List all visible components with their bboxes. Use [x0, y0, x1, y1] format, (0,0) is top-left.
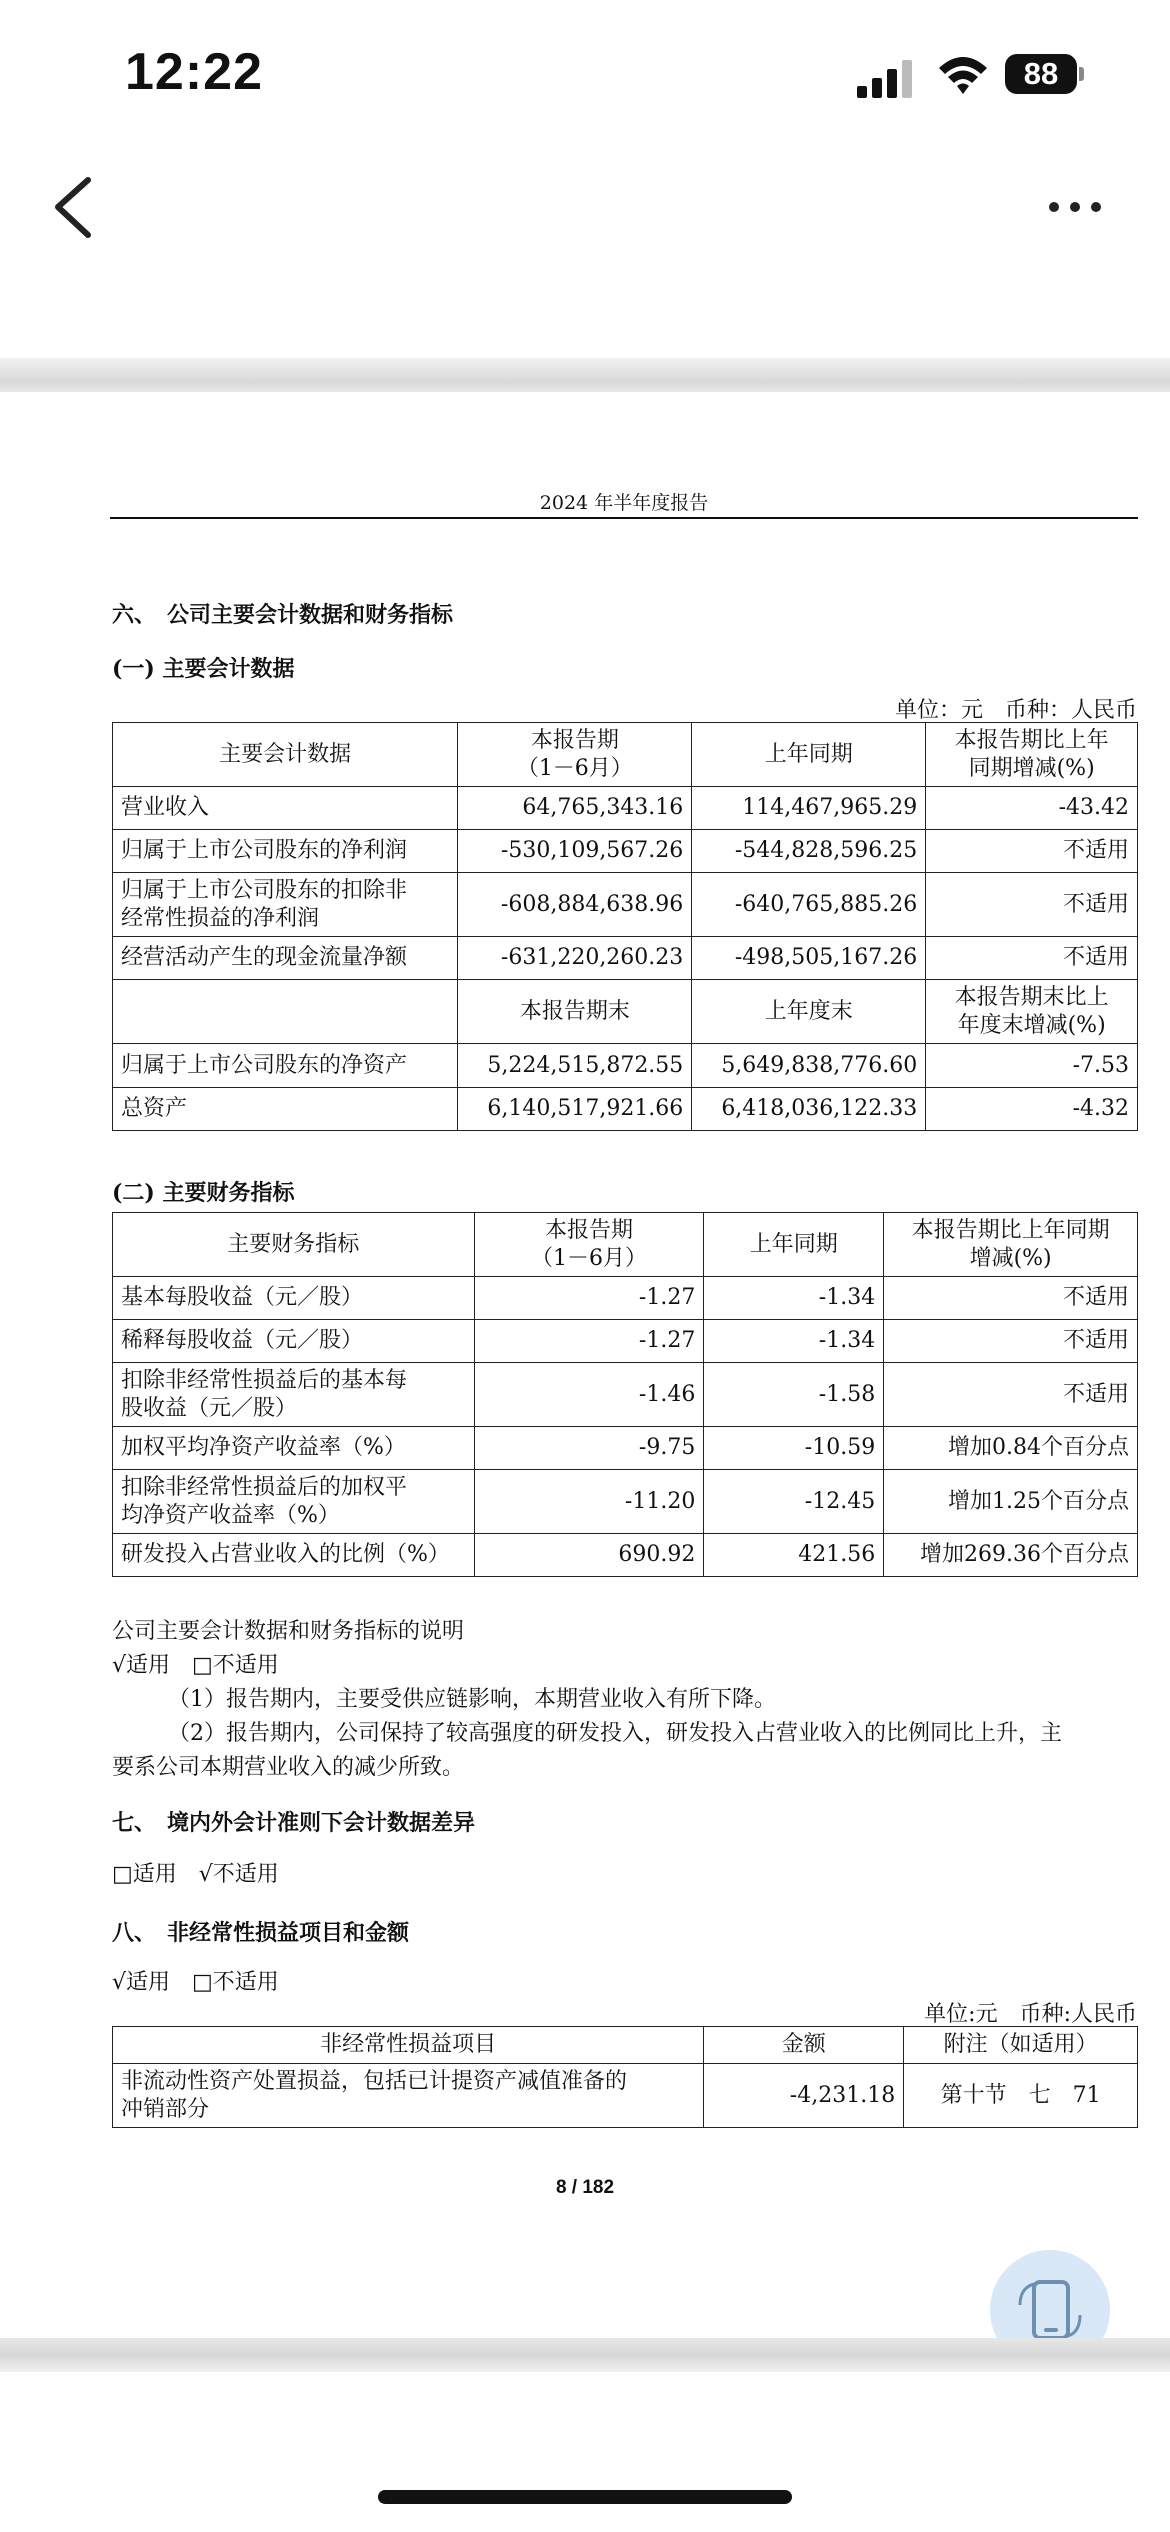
row-label: 营业收入: [113, 787, 458, 830]
row-label: 扣除非经常性损益后的加权平 均净资产收益率（%）: [113, 1470, 475, 1534]
cell-value: -1.34: [704, 1320, 884, 1363]
document-header: 2024 年半年度报告: [539, 492, 709, 514]
cell-value: -498,505,167.26: [692, 937, 926, 980]
cellular-signal-icon: [855, 58, 915, 98]
cell-value: 不适用: [926, 873, 1138, 937]
cell-value: -7.53: [926, 1044, 1138, 1088]
row-label: 研发投入占营业收入的比例（%）: [113, 1534, 475, 1577]
header-cell: 上年度末: [692, 980, 926, 1044]
table-row: [113, 1320, 1138, 1363]
table-row: [113, 1277, 1138, 1320]
page-separator-bottom: [0, 2338, 1170, 2372]
section-8-applicability: √适用 □不适用: [112, 1970, 279, 1995]
cell-value: -544,828,596.25: [692, 830, 926, 873]
note-1: （1）报告期内，主要受供应链影响，本期营业收入有所下降。: [168, 1687, 776, 1712]
unit-currency-2: 单位:元 币种:人民币: [924, 2002, 1137, 2027]
status-time: 12:22: [125, 43, 263, 101]
cell-value: -640,765,885.26: [692, 873, 926, 937]
header-cell: 非经常性损益项目: [113, 2027, 704, 2064]
table-row: [113, 1088, 1138, 1131]
section-7-title: 七、 境内外会计准则下会计数据差异: [112, 1810, 476, 1836]
table-header-row: [113, 980, 1138, 1044]
row-label: 基本每股收益（元／股）: [113, 1277, 475, 1320]
non-recurring-items-table: [112, 2026, 1138, 2128]
cell-value: 690.92: [474, 1534, 704, 1577]
cell-value: -4.32: [926, 1088, 1138, 1131]
home-indicator[interactable]: [378, 2490, 792, 2504]
header-cell: 本报告期比上年同期 增减(%): [884, 1213, 1138, 1277]
cell-value: -43.42: [926, 787, 1138, 830]
header-rule: [110, 517, 1138, 519]
page-number: 8 / 182: [555, 2177, 615, 2198]
cell-value: 5,649,838,776.60: [692, 1044, 926, 1088]
cell-value: -12.45: [704, 1470, 884, 1534]
cell-value: 增加269.36个百分点: [884, 1534, 1138, 1577]
battery-level: 88: [1005, 54, 1077, 94]
cell-value: -1.27: [474, 1277, 704, 1320]
cell-value: 不适用: [926, 937, 1138, 980]
table-header-row: [113, 2027, 1138, 2064]
row-label: 归属于上市公司股东的净利润: [113, 830, 458, 873]
section-6-subtitle-1: (一) 主要会计数据: [112, 656, 295, 682]
cell-value: 不适用: [884, 1277, 1138, 1320]
cell-value: 增加1.25个百分点: [884, 1470, 1138, 1534]
table-row: [113, 937, 1138, 980]
cell-value: -9.75: [474, 1427, 704, 1470]
row-label: 归属于上市公司股东的扣除非 经常性损益的净利润: [113, 873, 458, 937]
battery-indicator: [1005, 54, 1085, 94]
table-row: [113, 2064, 1138, 2128]
header-cell: 主要会计数据: [113, 723, 458, 787]
cell-value: -608,884,638.96: [458, 873, 692, 937]
cell-value: -1.27: [474, 1320, 704, 1363]
table-header-row: [113, 723, 1138, 787]
cell-value: 不适用: [884, 1320, 1138, 1363]
row-label: 归属于上市公司股东的净资产: [113, 1044, 458, 1088]
cell-value: -1.34: [704, 1277, 884, 1320]
section-6-subtitle-2: (二) 主要财务指标: [112, 1180, 295, 1206]
header-cell: 上年同期: [692, 723, 926, 787]
header-cell: 附注（如适用）: [904, 2027, 1138, 2064]
cell-value: 6,140,517,921.66: [458, 1088, 692, 1131]
row-label: 加权平均净资产收益率（%）: [113, 1427, 475, 1470]
section-6-title: 六、 公司主要会计数据和财务指标: [112, 602, 454, 628]
section-7-applicability: □适用 √不适用: [112, 1862, 279, 1887]
row-label: 经营活动产生的现金流量净额: [113, 937, 458, 980]
table-row: [113, 1363, 1138, 1427]
table-row: [113, 873, 1138, 937]
cell-value: 5,224,515,872.55: [458, 1044, 692, 1088]
accounting-data-table: [112, 722, 1138, 1131]
cell-value: -10.59: [704, 1427, 884, 1470]
cell-value: 64,765,343.16: [458, 787, 692, 830]
cell-value: -4,231.18: [704, 2064, 904, 2128]
table-row: [113, 1044, 1138, 1088]
wifi-icon: [935, 52, 991, 98]
row-label: 扣除非经常性损益后的基本每 股收益（元／股）: [113, 1363, 475, 1427]
cell-value: 不适用: [884, 1363, 1138, 1427]
section-8-title: 八、 非经常性损益项目和金额: [112, 1920, 410, 1946]
back-icon[interactable]: [50, 175, 95, 240]
cell-value: 6,418,036,122.33: [692, 1088, 926, 1131]
header-cell: 本报告期末比上 年度末增减(%): [926, 980, 1138, 1044]
row-label: 总资产: [113, 1088, 458, 1131]
cell-value: -1.46: [474, 1363, 704, 1427]
header-cell: 金额: [704, 2027, 904, 2064]
table-row: [113, 1470, 1138, 1534]
note-2-line-2: 要系公司本期营业收入的减少所致。: [112, 1755, 465, 1780]
financial-indicators-table: [112, 1212, 1138, 1577]
header-cell: 本报告期末: [458, 980, 692, 1044]
cell-value: 增加0.84个百分点: [884, 1427, 1138, 1470]
cell-value: -631,220,260.23: [458, 937, 692, 980]
header-cell: 本报告期 （1－6月）: [458, 723, 692, 787]
cell-value: -530,109,567.26: [458, 830, 692, 873]
cell-value: -1.58: [704, 1363, 884, 1427]
cell-value: 不适用: [926, 830, 1138, 873]
cell-value: 114,467,965.29: [692, 787, 926, 830]
notes-title: 公司主要会计数据和财务指标的说明: [112, 1619, 465, 1644]
table-row: [113, 1534, 1138, 1577]
header-cell: [113, 980, 458, 1044]
header-cell: 上年同期: [704, 1213, 884, 1277]
header-cell: 本报告期比上年 同期增减(%): [926, 723, 1138, 787]
cell-value: 421.56: [704, 1534, 884, 1577]
row-label: 稀释每股收益（元／股）: [113, 1320, 475, 1363]
header-cell: 本报告期 （1－6月）: [474, 1213, 704, 1277]
table-header-row: [113, 1213, 1138, 1277]
cell-value: 第十节 七 71: [904, 2064, 1138, 2128]
page-separator-top: [0, 358, 1170, 392]
table-row: [113, 787, 1138, 830]
unit-currency-1: 单位：元 币种：人民币: [894, 698, 1137, 723]
table-row: [113, 1427, 1138, 1470]
header-cell: 主要财务指标: [113, 1213, 475, 1277]
notes-applicability: √适用 □不适用: [112, 1653, 279, 1678]
more-options-icon[interactable]: [1047, 200, 1103, 214]
note-2-line-1: （2）报告期内，公司保持了较高强度的研发投入，研发投入占营业收入的比例同比上升，主: [168, 1721, 1063, 1746]
cell-value: -11.20: [474, 1470, 704, 1534]
row-label: 非流动性资产处置损益，包括已计提资产减值准备的 冲销部分: [113, 2064, 704, 2128]
table-row: [113, 830, 1138, 873]
